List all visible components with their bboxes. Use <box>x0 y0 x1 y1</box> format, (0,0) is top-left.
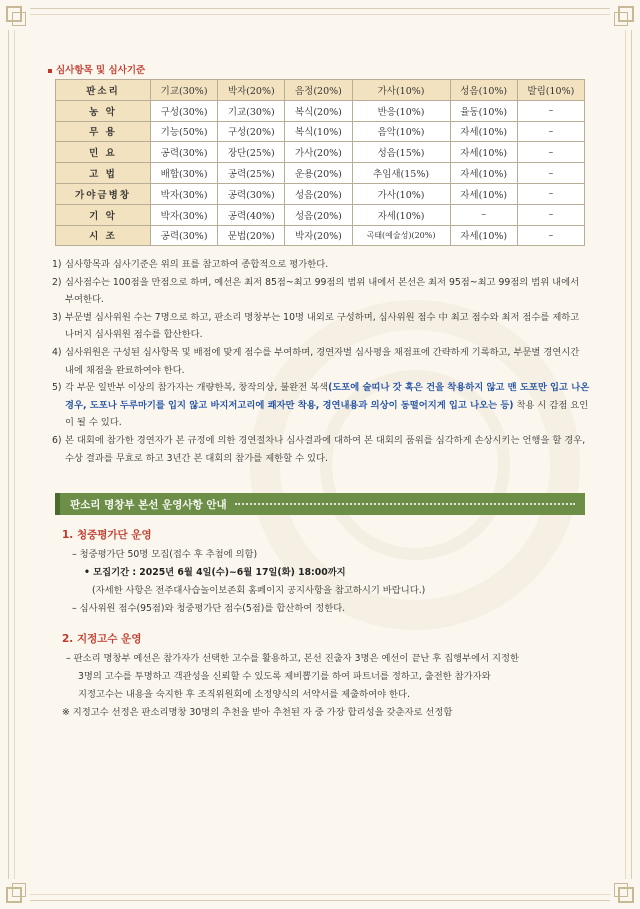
body-line: – 심사위원 점수(95점)와 청중평가단 점수(5점)를 합산하여 정한다. <box>72 603 346 614</box>
note-highlight: (도포에 술띠나 갓 혹은 건을 착용하지 않고 맨 도포만 입고 나온 경우, 도포나 두루마기를 입지 않고 바지저고리에 쾌자만 착용, 경연내용과 의상이 동떨어지게 입고 나오는 등) <box>65 382 590 411</box>
category-cell: 농 악 <box>56 100 151 121</box>
table-cell: 성음(15%) <box>352 142 450 163</box>
table-cell: 복식(10%) <box>285 121 352 142</box>
category-cell: 민 요 <box>56 142 151 163</box>
table-row <box>56 183 585 204</box>
category-cell: 가야금병창 <box>56 183 151 204</box>
note-item: 2) 심사점수는 100점을 만점으로 하며, 예선은 최저 85점~최고 99점의 범위 내에서 본선은 최저 95점~최고 99점의 범위 내에서 부여한다. <box>52 276 580 306</box>
table-cell: 기교(30%) <box>151 80 218 101</box>
table-cell: – <box>450 204 517 225</box>
table-cell: 자세(10%) <box>450 121 517 142</box>
table-cell: 자세(10%) <box>352 204 450 225</box>
category-cell: 무 용 <box>56 121 151 142</box>
table-cell: 자세(10%) <box>450 225 517 246</box>
table-row <box>56 100 585 121</box>
table-cell: – <box>517 100 584 121</box>
bullet-icon <box>48 69 52 73</box>
table-cell: 가사(20%) <box>285 142 352 163</box>
body-line: – 판소리 명창부 예선은 참가자가 선택한 고수를 활용하고, 본선 진출자 3명은 예선이 끝난 후 집행부에서 지정한 <box>66 653 520 664</box>
body-line: – 청중평가단 50명 모집(접수 후 추첨에 의함) <box>72 549 258 560</box>
scoring-table <box>55 79 585 246</box>
corner-ornament <box>610 879 638 907</box>
category-cell: 기 악 <box>56 204 151 225</box>
table-row <box>56 80 585 101</box>
banner-dotted-line <box>235 503 575 505</box>
table-cell: – <box>517 204 584 225</box>
table-cell: 자세(10%) <box>450 183 517 204</box>
table-cell: 공력(40%) <box>218 204 285 225</box>
table-cell: 배합(30%) <box>151 163 218 184</box>
note-item: 4) 심사위원은 구성된 심사항목 및 배점에 맞게 점수를 부여하며, 경연자별 심사평을 채점표에 간략하게 기록하고, 부문별 경연시간 내에 채점을 완료하여야 한다. <box>52 346 580 376</box>
body-line: 지정고수는 내용을 숙지한 후 조직위원회에 소정양식의 서약서를 제출하여야 한다. <box>78 689 410 700</box>
table-cell: 공력(30%) <box>151 225 218 246</box>
category-cell: 고 법 <box>56 163 151 184</box>
corner-ornament <box>610 2 638 30</box>
category-cell: 판소리 <box>56 80 151 101</box>
table-cell: 기교(30%) <box>218 100 285 121</box>
table-cell: 성음(10%) <box>450 80 517 101</box>
table-cell: 문법(20%) <box>218 225 285 246</box>
corner-ornament <box>2 879 30 907</box>
table-cell: 반응(10%) <box>352 100 450 121</box>
table-cell: – <box>517 225 584 246</box>
table-row <box>56 204 585 225</box>
note-item: 5) 각 부문 일반부 이상의 참가자는 개량한복, 창작의상, 불완전 복색(도포에 술띠나 갓 혹은 건을 착용하지 않고 맨 도포만 입고 나온 경우, 도포나 두루마기를 입지 않고 바지저고리에 쾌자만 착용, 경연내용과 의상이 동떨어지게 입고 나오는 등) 착용 시 감점 요인이 될 수 있다. <box>52 382 590 429</box>
table-cell: 추임새(15%) <box>352 163 450 184</box>
table-cell: 박자(30%) <box>151 183 218 204</box>
table-cell: 박자(20%) <box>285 225 352 246</box>
subsection-title: 1. 청중평가단 운영 <box>62 529 152 541</box>
table-row <box>56 121 585 142</box>
section-title: 심사항목 및 심사기준 <box>48 62 145 76</box>
body-line: 3명의 고수를 투명하고 객관성을 신뢰할 수 있도록 제비뽑기를 하여 파트너를 정하고, 출전한 참가자와 <box>78 671 491 682</box>
note-item: 3) 부문별 심사위원 수는 7명으로 하고, 판소리 명창부는 10명 내외로 구성하며, 심사위원 점수 中 최고 점수와 최저 점수를 제하고 나머지 심사위원 점수를 합산한다. <box>52 311 580 341</box>
table-cell: 기능(50%) <box>151 121 218 142</box>
footnote: ※ 지정고수 선정은 판소리명창 30명의 추천을 받아 추천된 자 중 가장 합리성을 갖춘자로 선정함 <box>62 707 453 718</box>
table-row <box>56 225 585 246</box>
table-cell: 성음(20%) <box>285 204 352 225</box>
table-cell: 공력(25%) <box>218 163 285 184</box>
body-line: (자세한 사항은 전주대사습놀이보존회 홈페이지 공지사항을 참고하시기 바랍니다.) <box>92 585 426 596</box>
table-cell: 성음(20%) <box>285 183 352 204</box>
table-cell: 자세(10%) <box>450 142 517 163</box>
notes-list <box>52 256 590 467</box>
note-item: 1) 심사항목과 심사기준은 위의 표를 참고하여 종합적으로 평가한다. <box>52 259 329 270</box>
section-banner <box>55 493 585 515</box>
table-row <box>56 163 585 184</box>
recruit-period: • 모집기간 : 2025년 6월 4일(수)~6월 17일(화) 18:00까지 <box>84 567 346 578</box>
table-cell: 곡태(예술성)(20%) <box>352 225 450 246</box>
subsection-title: 2. 지정고수 운영 <box>62 633 142 645</box>
table-cell: 율동(10%) <box>450 100 517 121</box>
table-cell: 구성(30%) <box>151 100 218 121</box>
table-cell: 음악(10%) <box>352 121 450 142</box>
category-cell: 시 조 <box>56 225 151 246</box>
table-cell: 공력(30%) <box>151 142 218 163</box>
table-row <box>56 142 585 163</box>
corner-ornament <box>2 2 30 30</box>
table-cell: 음정(20%) <box>285 80 352 101</box>
table-cell: 가사(10%) <box>352 183 450 204</box>
table-cell: – <box>517 121 584 142</box>
table-cell: 박자(30%) <box>151 204 218 225</box>
table-cell: 구성(20%) <box>218 121 285 142</box>
table-cell: 박자(20%) <box>218 80 285 101</box>
note-item: 6) 본 대회에 참가한 경연자가 본 규정에 의한 경연절차나 심사결과에 대하여 본 대회의 품위를 심각하게 손상시키는 언행을 할 경우, 수상 결과를 무효로 하고 3년간 본 대회의 참가를 제한할 수 있다. <box>52 434 586 464</box>
table-cell: 발림(10%) <box>517 80 584 101</box>
table-cell: 장단(25%) <box>218 142 285 163</box>
table-cell: – <box>517 183 584 204</box>
table-cell: 공력(30%) <box>218 183 285 204</box>
table-cell: 복식(20%) <box>285 100 352 121</box>
table-cell: – <box>517 142 584 163</box>
table-cell: 운용(20%) <box>285 163 352 184</box>
table-cell: 자세(10%) <box>450 163 517 184</box>
banner-title: 판소리 명창부 본선 운영사항 안내 <box>70 498 227 511</box>
table-cell: 가사(10%) <box>352 80 450 101</box>
table-cell: – <box>517 163 584 184</box>
